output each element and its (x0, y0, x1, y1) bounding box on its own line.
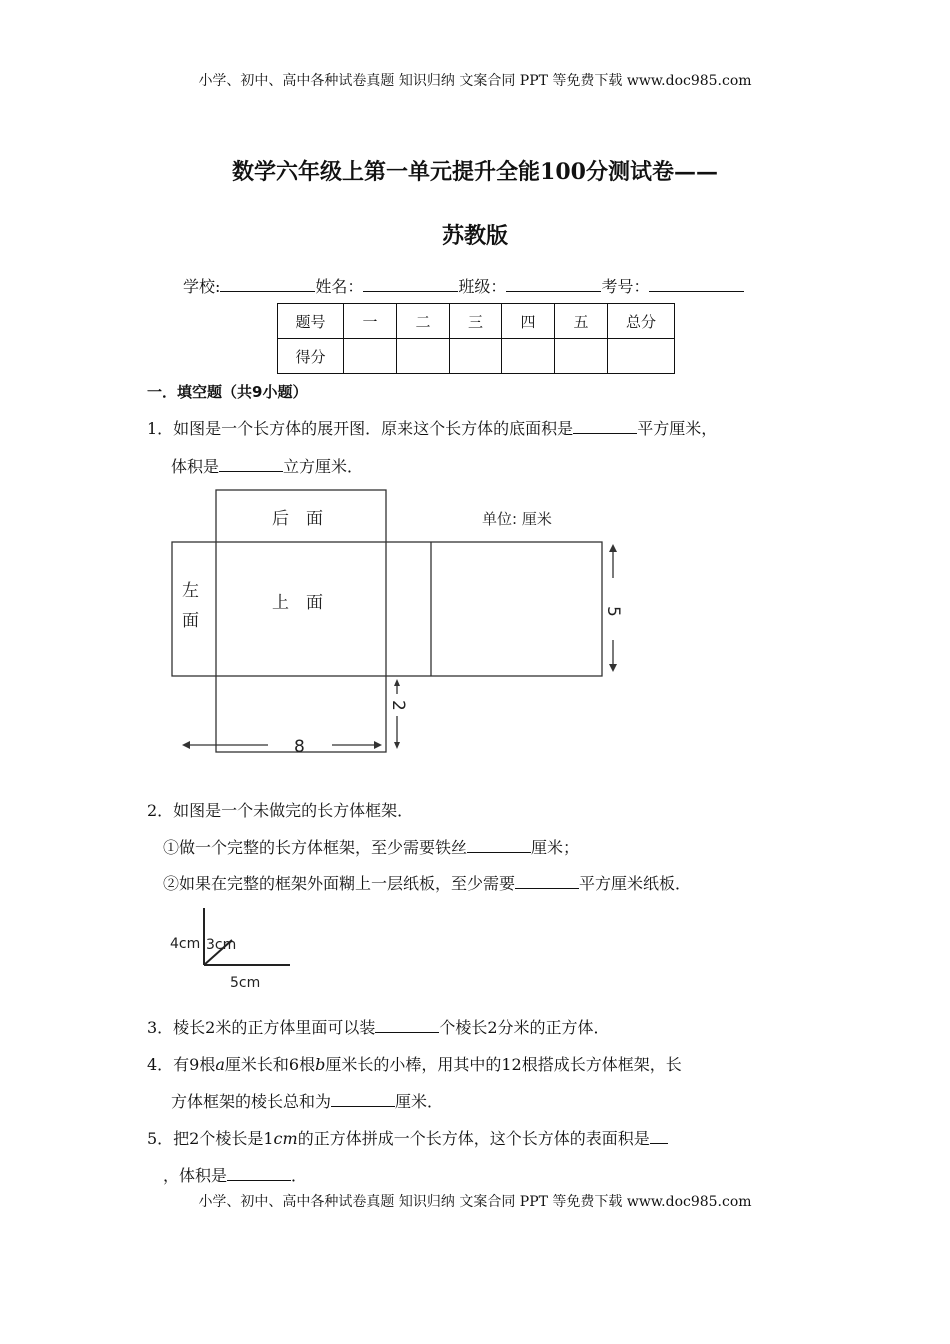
question-3 (147, 1015, 610, 1038)
section-heading: 一．填空题（共9小题） (147, 383, 308, 401)
q2-text: ②如果在完整的框架外面糊上一层纸板，至少需要 (163, 874, 516, 893)
question-4-cont (171, 1089, 443, 1112)
label-back-face: 后 面 (272, 509, 323, 529)
answer-blank[interactable] (331, 1092, 395, 1107)
answer-blank[interactable] (227, 1166, 291, 1181)
unit-cm: cm (273, 1129, 298, 1148)
question-5-cont (163, 1163, 307, 1186)
q4-text: 厘米长和6根 (224, 1055, 316, 1074)
q1-text: 1．如图是一个长方体的展开图．原来这个长方体的底面积是 (147, 419, 574, 438)
q5-text: 5．把2个棱长是1 (147, 1129, 274, 1148)
dim-small-label: 2 (388, 700, 408, 711)
answer-blank[interactable] (467, 838, 531, 853)
q4-text: 4．有9根 (147, 1055, 216, 1074)
school-label: 学校: (183, 277, 221, 296)
label-left-face-2: 面 (182, 611, 199, 631)
title-line-1: 数学六年级上第一单元提升全能100分测试卷—— (232, 159, 718, 185)
table-header-cell: 五 (555, 304, 608, 339)
label-5cm: 5cm (230, 975, 261, 991)
table-header-cell: 总分 (608, 304, 675, 339)
q2-text: ①做一个完整的长方体框架，至少需要铁丝 (163, 838, 468, 857)
table-header-cell: 四 (502, 304, 555, 339)
q2-text: 平方厘米纸板． (579, 874, 692, 893)
dim-height-label: 5 (603, 606, 623, 617)
score-row-label: 得分 (278, 339, 344, 374)
q4-text: 方体框架的棱长总和为 (171, 1092, 332, 1111)
label-top-face: 上 面 (272, 593, 323, 613)
q5-text: ，体积是 (163, 1166, 228, 1185)
label-4cm: 4cm (170, 936, 201, 952)
class-label: 班级： (458, 277, 507, 296)
answer-blank[interactable] (650, 1129, 668, 1144)
question-2: 2．如图是一个未做完的长方体框架． (147, 801, 414, 820)
answer-blank[interactable] (515, 874, 579, 889)
title-line-2: 苏教版 (441, 223, 508, 249)
q3-text: 3．棱长2米的正方体里面可以装 (147, 1018, 376, 1037)
table-header-cell: 题号 (278, 304, 344, 339)
q4-text: 厘米长的小棒，用其中的12根搭成长方体框架，长 (325, 1055, 682, 1074)
q1-text: 立方厘米． (283, 457, 364, 476)
table-header-cell: 二 (397, 304, 450, 339)
page-header: 小学、初中、高中各种试卷真题 知识归纳 文案合同 PPT 等免费下载 www.doc985.com (198, 73, 752, 89)
name-label: 姓名： (315, 277, 364, 296)
label-left-face-1: 左 (182, 581, 199, 601)
table-header-cell: 三 (450, 304, 502, 339)
q4-text: 厘米． (395, 1092, 444, 1111)
label-3cm: 3cm (206, 937, 237, 953)
question-4 (147, 1052, 682, 1075)
q3-text: 个棱长2分米的正方体． (439, 1018, 610, 1037)
q1-text: 体积是 (171, 457, 220, 476)
variable-a: a (215, 1055, 225, 1074)
dim-width-label: 8 (294, 737, 305, 757)
q1-text: 平方厘米， (637, 419, 718, 438)
table-header-cell: 一 (344, 304, 397, 339)
unit-label: 单位: 厘米 (482, 510, 552, 528)
question-2-part-1 (163, 835, 579, 858)
q2-text: 厘米； (531, 838, 580, 857)
page-footer: 小学、初中、高中各种试卷真题 知识归纳 文案合同 PPT 等免费下载 www.doc985.com (198, 1194, 752, 1210)
number-label: 考号： (601, 277, 650, 296)
question-5 (147, 1126, 668, 1149)
variable-b: b (315, 1055, 326, 1074)
q5-text: ． (291, 1166, 308, 1185)
question-2-part-2 (163, 871, 691, 894)
answer-blank[interactable] (375, 1018, 439, 1033)
q5-text: 的正方体拼成一个长方体，这个长方体的表面积是 (297, 1129, 650, 1148)
